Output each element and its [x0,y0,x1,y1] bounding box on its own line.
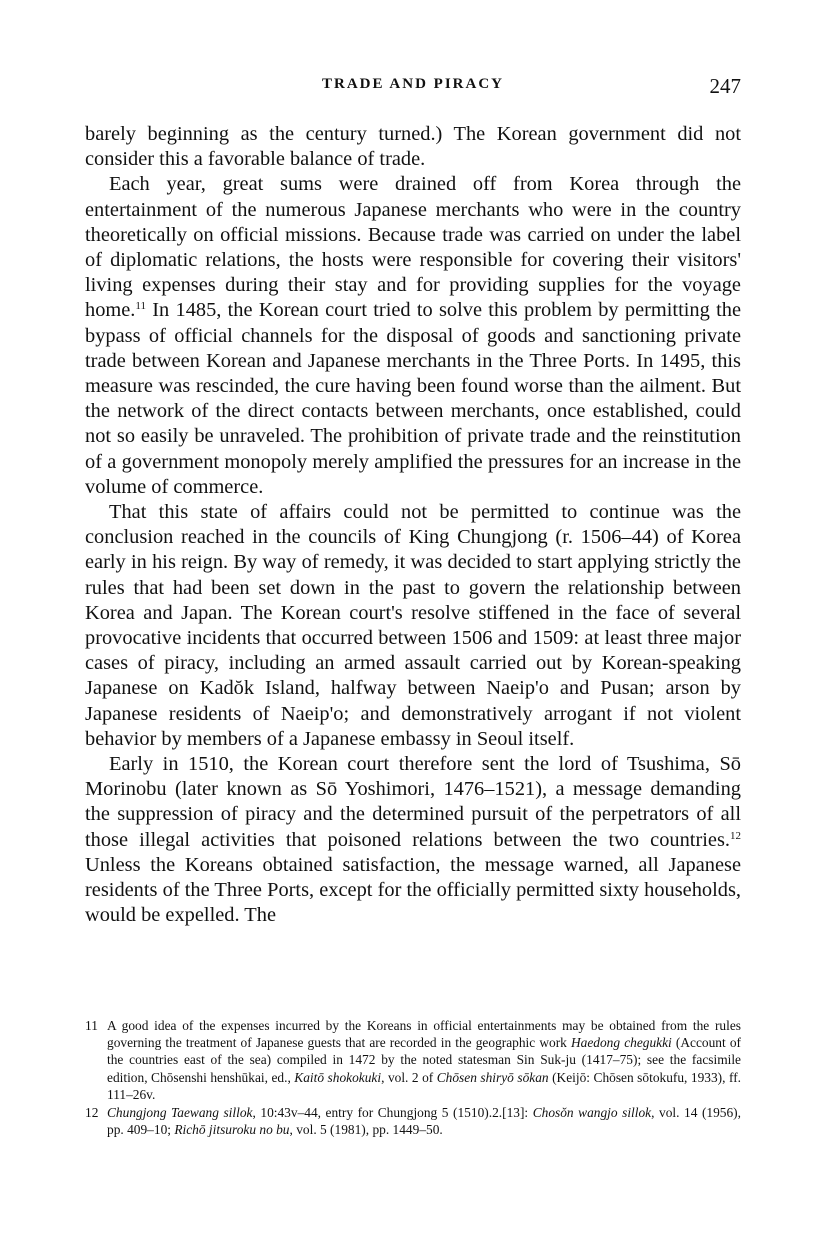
paragraph-3-text: That this state of affairs could not be permitted to continue was the conclusion reached in the councils of King Chungjong (r. 1506–44) of Korea early in his reign. By way of remedy, it was decided to start applying strictly the rules that had been set down in the past to govern the relationship between Korea and Japan. The Korean court's resolve stiffened in the face of several provocative incidents that occurred between 1506 and 1509: at least three major cases of piracy, including an armed assault carried out by Korean-speaking Japanese on Kadŏk Island, halfway between Naeip'o and Pusan; arson by Japanese residents of Naeip'o; and demonstratively arrogant if not violent behavior by members of a Japanese embassy in Seoul itself. [85,501,741,750]
footnote-11-text-4: (Keijō: Chōsen sōtokufu, 1933), ff. 111–26v. [107,1069,741,1102]
footnote-11-text-2: (Account of the countries east of the sea) compiled in 1472 by the noted statesman Sin Suk-ju (1417–75); see the facsimile edition, Chōsenshi henshūkai, ed., [107,1035,741,1085]
paragraph-2-text-b: In 1485, the Korean court tried to solve this problem by permitting the bypass of official channels for the disposal of goods and sanctioning private trade between Korean and Japanese merchants in the Three Ports. In 1495, this measure was rescinded, the cure having been found worse than the ailment. But the network of the direct contacts between merchants, once established, could not so easily be unraveled. The prohibition of private trade and the reinstitution of a government monopoly merely amplified the pressures for an increase in the volume of commerce. [85,299,741,498]
running-head [85,74,741,98]
footnote-11-number: 11 [85,1018,98,1033]
paragraph-3 [85,500,741,752]
footnote-11-title-2: Kaitō shokokuki [294,1069,382,1085]
footnote-12-title-2: Chosŏn wangjo sillok [532,1105,652,1121]
footnote-12-text-2: , vol. 14 (1956), pp. 409–10; [107,1105,741,1138]
page-number: 247 [709,74,741,98]
footnote-11-text-3: , vol. 2 of [381,1069,437,1085]
footnote-ref-12: 12 [730,829,741,842]
footnote-12-title-3: Richō jitsuroku no bu [174,1122,290,1138]
footnote-12-number: 12 [85,1105,99,1121]
footnote-11-title-1: Haedong chegukki [570,1035,672,1051]
footnotes [85,1017,741,1139]
paragraph-2 [85,172,741,500]
footnote-12-text-3: , vol. 5 (1981), pp. 1449–50. [289,1122,443,1138]
footnote-12-text-1: , 10:43v–44, entry for Chungjong 5 (1510).2.[13]: [252,1105,533,1121]
paragraph-4-text-a: Early in 1510, the Korean court therefore sent the lord of Tsushima, Sō Morinobu (later known as Sō Yoshimori, 1476–1521), a message demanding the suppression of piracy and the determined pursuit of the perpetrators of all those illegal activities that poisoned relations between the two countries. [85,753,741,851]
body-text [85,122,741,929]
paragraph-1 [85,122,741,172]
paragraph-2-text-a: Each year, great sums were drained off from Korea through the entertainment of the numerous Japanese merchants who were in the country theoretically on official missions. Because trade was carried on under the label of diplomatic relations, the hosts were responsible for covering their visitors' living expenses during their stay and for providing supplies for the voyage home. [85,173,741,322]
footnote-12-title-1: Chungjong Taewang sillok [107,1105,253,1121]
paragraph-1-text: barely beginning as the century turned.) The Korean government did not consider this a favorable balance of trade. [85,123,741,171]
running-title: TRADE AND PIRACY [321,76,504,92]
footnote-11-text-1: A good idea of the expenses incurred by the Koreans in official entertainments may be obtained from the rules governing the treatment of Japanese guests that are recorded in the geographic work [107,1018,741,1051]
footnote-11-title-3: Chōsen shiryō sōkan [436,1069,549,1085]
footnote-12 [85,1104,741,1138]
paragraph-4-text-b: Unless the Koreans obtained satisfaction, the message warned, all Japanese residents of the Three Ports, except for the officially permitted sixty households, would be expelled. The [85,853,741,927]
paragraph-4 [85,752,741,928]
footnote-ref-11: 11 [135,300,146,313]
footnote-11 [85,1017,741,1103]
